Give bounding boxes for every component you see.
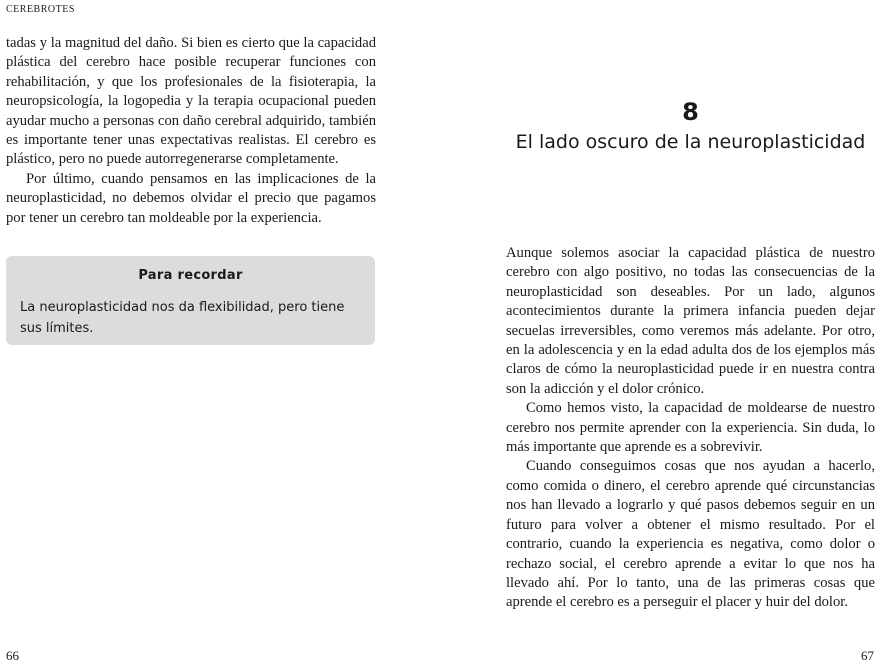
right-paragraph-1: Aunque solemos asociar la capacidad plástica de nuestro cerebro con algo positivo, no todas las consecuencias de la neuroplasticidad son deseables. Por un lado, algunos acontecimientos durante la primera infancia pueden dejar secuelas irreversibles, como veremos más adelante. Por otro, en la adolescencia y en la edad adulta dos de los ejemplos más claros de cómo la neuroplasticidad puede ir en nuestra contra son la adicción y el dolor crónico. bbox=[506, 245, 875, 397]
chapter-number: 8 bbox=[682, 98, 699, 126]
remember-box-text: La neuroplasticidad nos da flexibilidad, pero tiene sus límites. bbox=[20, 300, 345, 336]
right-paragraph-3: Cuando conseguimos cosas que nos ayudan a hacerlo, como comida o dinero, el cerebro aprende qué circunstancias nos han llevado a lograrlo y qué pasos debemos seguir en un futuro para volver a obtener el mismo resultado. Por el contrario, cuando la experiencia es negativa, como dolor o rechazo social, el cerebro aprende a evitar lo que nos ha llevado ahí. Por lo tanto, una de las primeras cosas que aprende el cerebro es a perseguir el placer y huir del dolor. bbox=[506, 458, 875, 611]
remember-box-title: Para recordar bbox=[138, 268, 243, 283]
page-number-right: 67 bbox=[861, 648, 874, 663]
right-page-body bbox=[506, 244, 875, 613]
left-paragraph-1: tadas y la magnitud del daño. Si bien es cierto que la capacidad plástica del cerebro hace posible recuperar funciones con rehabilitación, y que los profesionales de la fisioterapia, la neuropsicología, la logopedia y la terapia ocupacional pueden ayudar mucho a personas con daño cerebral adquirido, también es importante tener unas expectativas realistas. El cerebro es plástico, pero no puede autorregenerarse completamente. bbox=[6, 35, 376, 168]
left-page-body bbox=[6, 34, 376, 228]
remember-box bbox=[6, 256, 375, 345]
right-paragraph-2: Como hemos visto, la capacidad de moldearse de nuestro cerebro nos permite aprender con la experiencia. Sin duda, lo más importante que aprende es a sobrevivir. bbox=[506, 400, 875, 456]
running-head: CEREBROTES bbox=[6, 4, 75, 15]
page-number-left: 66 bbox=[6, 648, 19, 663]
chapter-title: El lado oscuro de la neuroplasticidad bbox=[515, 131, 866, 153]
left-paragraph-2: Por último, cuando pensamos en las implicaciones de la neuroplasticidad, no debemos olvidar el precio que pagamos por tener un cerebro tan moldeable por la experiencia. bbox=[6, 170, 376, 226]
